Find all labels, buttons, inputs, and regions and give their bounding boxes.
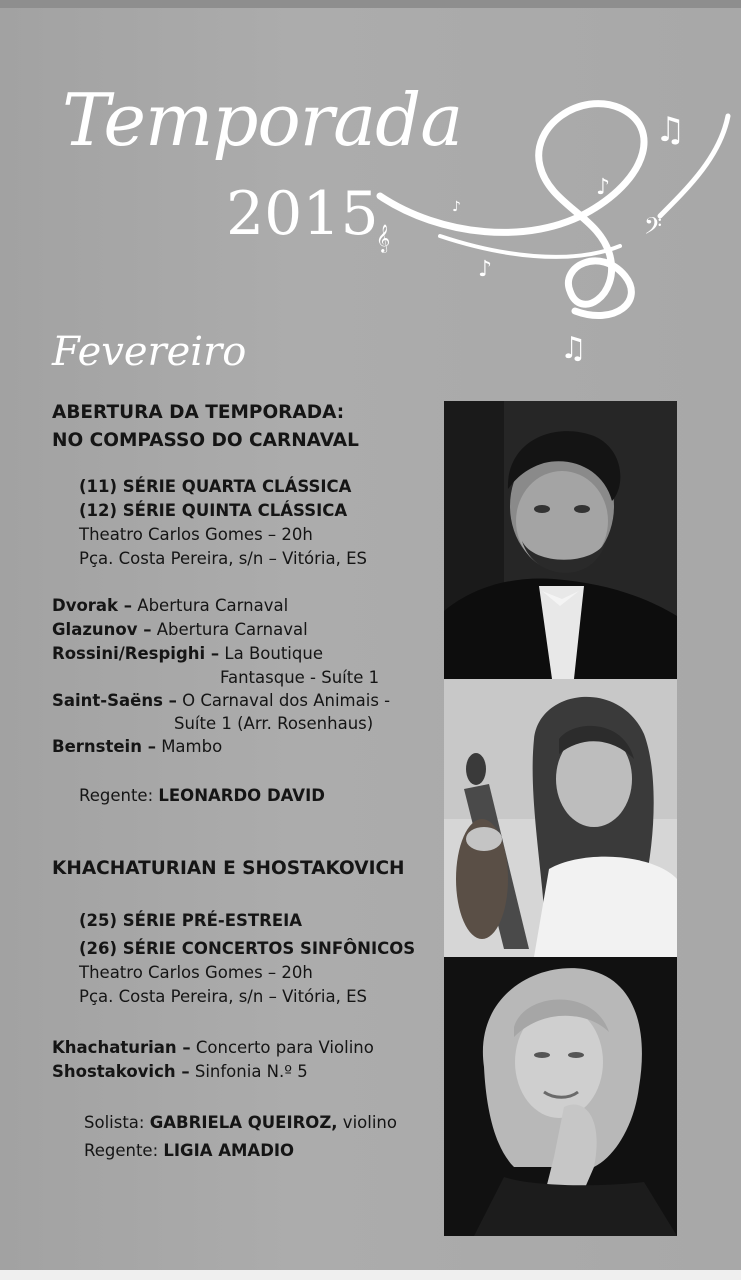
page-bottom-edge — [0, 1270, 741, 1280]
conductor-photo-man — [444, 401, 677, 679]
program-item — [52, 693, 390, 710]
work-title-continued: Suíte 1 (Arr. Rosenhaus) — [174, 714, 374, 733]
conductor-label: Regente: — [79, 786, 159, 805]
music-note-icon: ♪ — [596, 175, 611, 200]
work-title: Sinfonia N.º 5 — [189, 1062, 308, 1081]
event1-title-line2: NO COMPASSO DO CARNAVAL — [52, 430, 359, 451]
soloist-label: Solista: — [84, 1113, 150, 1132]
music-note-icon: ♫ — [655, 110, 686, 150]
event2-soloist — [84, 1115, 397, 1132]
season-title: Temporada — [62, 78, 463, 162]
work-title: O Carnaval dos Animais - — [176, 691, 391, 710]
soloist-photo-violinist — [444, 679, 677, 957]
program-item — [52, 622, 308, 639]
composer-name: Dvorak – — [52, 596, 133, 615]
soloist-instrument: violino — [337, 1113, 397, 1132]
music-note-icon: ♫ — [560, 331, 587, 366]
composer-name: Bernstein – — [52, 737, 156, 756]
month-heading: Fevereiro — [52, 329, 247, 375]
program-item — [52, 646, 323, 663]
composer-name: Saint-Saëns – — [52, 691, 177, 710]
event1-address: Pça. Costa Pereira, s/n – Vitória, ES — [79, 549, 368, 568]
program-item — [52, 739, 222, 756]
event2-address: Pça. Costa Pereira, s/n – Vitória, ES — [79, 987, 368, 1006]
program-item — [52, 1040, 374, 1057]
conductor-name: LIGIA AMADIO — [163, 1141, 295, 1160]
work-title: Abertura Carnaval — [132, 596, 289, 615]
event2-conductor — [84, 1143, 294, 1160]
event2-series2: (26) SÉRIE CONCERTOS SINFÔNICOS — [79, 939, 416, 958]
composer-name: Shostakovich – — [52, 1062, 190, 1081]
event2-venue: Theatro Carlos Gomes – 20h — [79, 963, 313, 982]
work-title: Mambo — [155, 737, 223, 756]
music-swirl-ornament — [360, 86, 740, 366]
work-title: La Boutique — [219, 644, 323, 663]
soloist-name: GABRIELA QUEIROZ, — [149, 1113, 338, 1132]
work-title: Concerto para Violino — [190, 1038, 374, 1057]
conductor-name: LEONARDO DAVID — [158, 786, 325, 805]
composer-name: Rossini/Respighi – — [52, 644, 220, 663]
conductor-photo-woman — [444, 957, 677, 1236]
event1-venue: Theatro Carlos Gomes – 20h — [79, 525, 313, 544]
work-title-continued: Fantasque - Suíte 1 — [220, 668, 380, 687]
program-item — [52, 1064, 308, 1081]
program-item — [52, 598, 288, 615]
music-note-icon: ♪ — [478, 257, 493, 282]
event2-title: KHACHATURIAN E SHOSTAKOVICH — [52, 858, 405, 879]
music-note-icon: ♪ — [452, 199, 461, 215]
bass-clef-icon: 𝄢 — [644, 212, 663, 245]
composer-name: Khachaturian – — [52, 1038, 191, 1057]
season-year: 2015 — [226, 179, 379, 249]
conductor-label: Regente: — [84, 1141, 164, 1160]
composer-name: Glazunov – — [52, 620, 152, 639]
event1-title-line1: ABERTURA DA TEMPORADA: — [52, 402, 345, 423]
treble-clef-icon: 𝄞 — [376, 224, 391, 252]
event1-conductor — [79, 788, 325, 805]
event1-series2: (12) SÉRIE QUINTA CLÁSSICA — [79, 501, 348, 520]
page-top-edge — [0, 0, 741, 8]
event2-series1: (25) SÉRIE PRÉ-ESTREIA — [79, 911, 303, 930]
work-title: Abertura Carnaval — [151, 620, 308, 639]
event1-series1: (11) SÉRIE QUARTA CLÁSSICA — [79, 477, 352, 496]
